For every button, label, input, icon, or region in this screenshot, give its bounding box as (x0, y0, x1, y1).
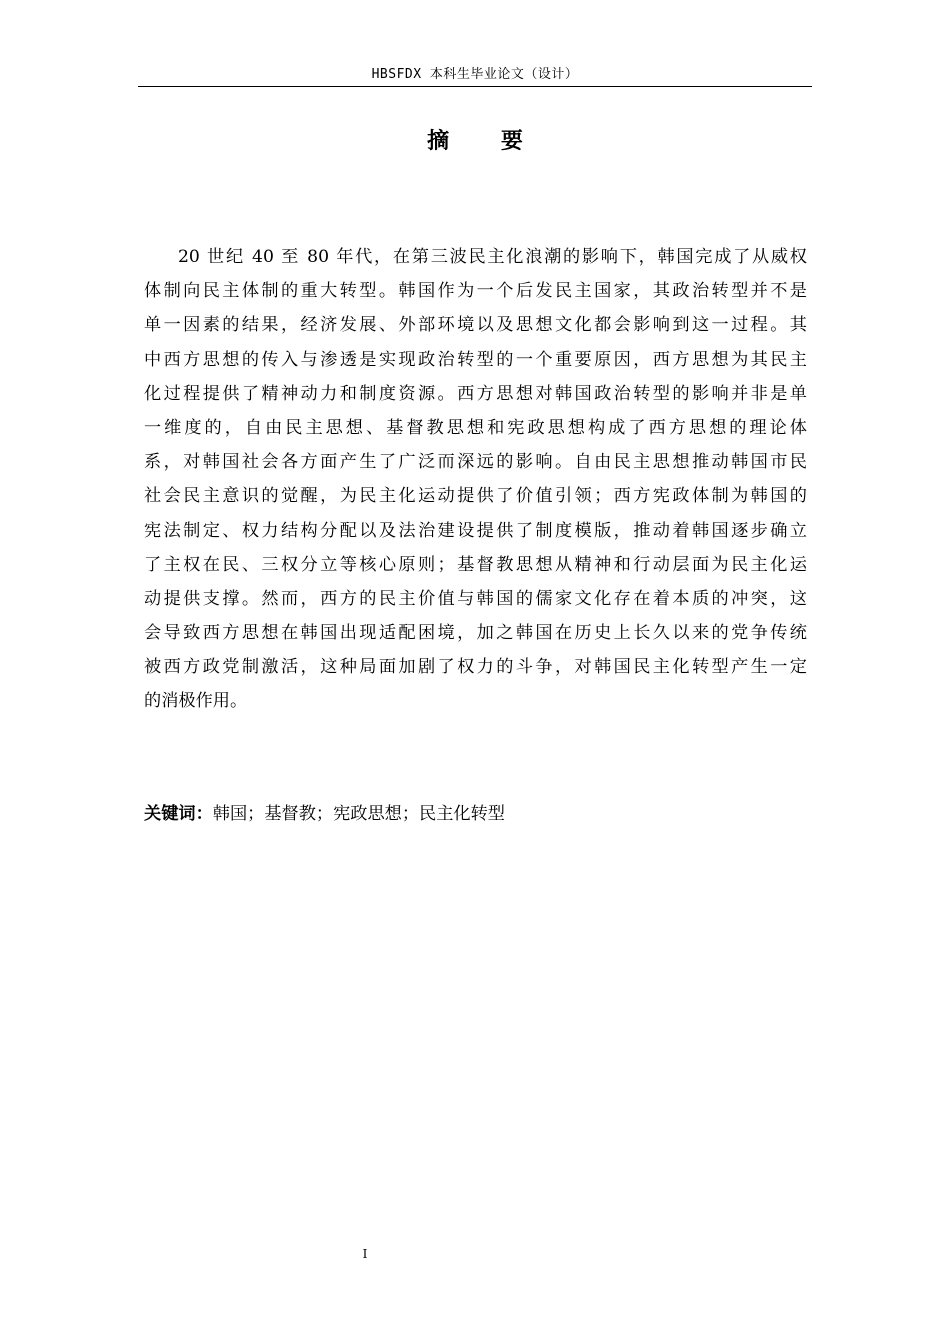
header-rule (138, 86, 812, 87)
keywords-label: 关键词： (144, 804, 213, 824)
abstract-line: 的消极作用。 (144, 691, 248, 712)
abstract-line: 中西方思想的传入与渗透是实现政治转型的一个重要原因，西方思想为其民主 (144, 349, 807, 370)
abstract-title: 摘 要 (427, 129, 545, 154)
keywords (144, 797, 807, 831)
abstract-line: 一维度的，自由民主思想、基督教思想和宪政思想构成了西方思想的理论体 (144, 417, 807, 438)
abstract-line: 宪法制定、权力结构分配以及法治建设提供了制度模版，推动着韩国逐步确立 (144, 520, 807, 541)
abstract-line: 动提供支撑。然而，西方的民主价值与韩国的儒家文化存在着本质的冲突，这 (144, 588, 807, 609)
keywords-text: 韩国；基督教；宪政思想；民主化转型 (212, 804, 505, 824)
abstract-line: 化过程提供了精神动力和制度资源。西方思想对韩国政治转型的影响并非是单 (144, 383, 807, 404)
abstract-line: 20 世纪 40 至 80 年代，在第三波民主化浪潮的影响下，韩国完成了从威权 (178, 247, 807, 267)
abstract-line: 单一因素的结果，经济发展、外部环境以及思想文化都会影响到这一过程。其 (144, 315, 807, 336)
abstract-line: 社会民主意识的觉醒，为民主化运动提供了价值引领；西方宪政体制为韩国的 (144, 486, 807, 507)
abstract-line: 体制向民主体制的重大转型。韩国作为一个后发民主国家，其政治转型并不是 (144, 281, 807, 302)
abstract-line: 被西方政党制激活，这种局面加剧了权力的斗争，对韩国民主化转型产生一定 (144, 657, 807, 678)
running-header: HBSFDX 本科生毕业论文（设计） (371, 67, 579, 82)
abstract-line: 会导致西方思想在韩国出现适配困境，加之韩国在历史上长久以来的党争传统 (144, 623, 807, 644)
abstract-line: 了主权在民、三权分立等核心原则；基督教思想从精神和行动层面为民主化运 (144, 554, 807, 575)
abstract-body (144, 240, 807, 719)
page-number: I (362, 1247, 368, 1261)
abstract-line: 系，对韩国社会各方面产生了广泛而深远的影响。自由民主思想推动韩国市民 (144, 452, 807, 473)
